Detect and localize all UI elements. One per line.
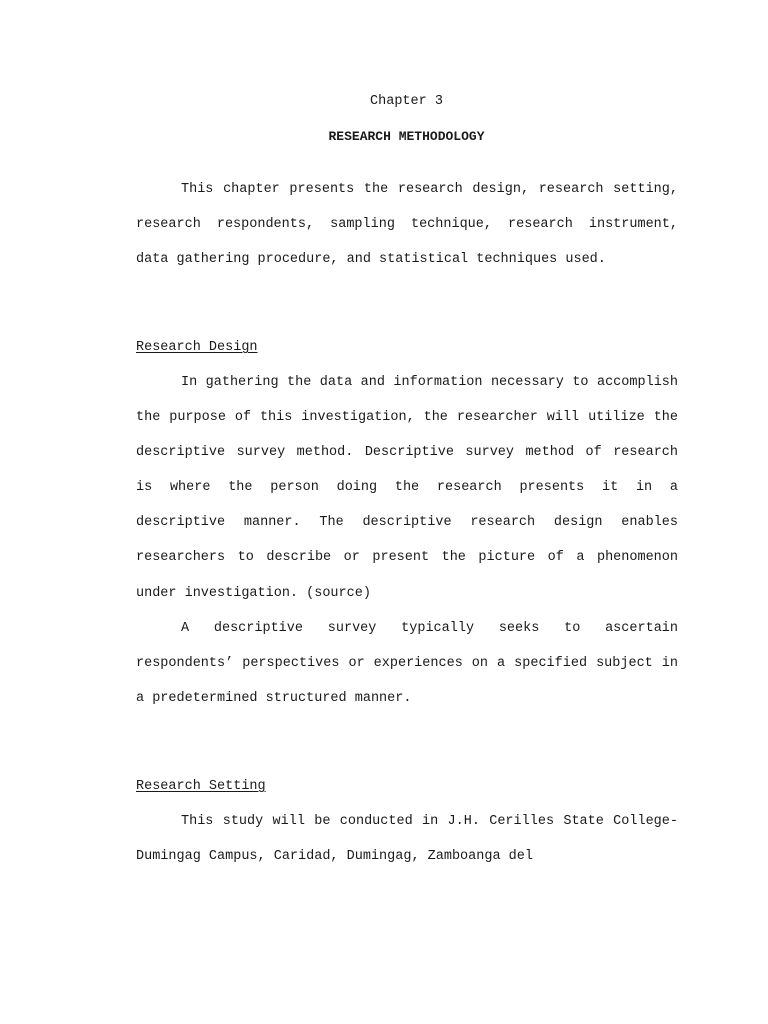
- research-setting-heading: Research Setting: [136, 779, 266, 794]
- research-design-section-header: [136, 338, 678, 358]
- research-setting-section: [136, 804, 678, 874]
- chapter-title: RESEARCH METHODOLOGY: [328, 129, 485, 144]
- research-design-paragraph-2: A descriptive survey typically seeks to ascertain respondents’ perspectives or experiences on a specified subject in a predetermined structured manner.: [136, 620, 678, 706]
- research-setting-section-header: [136, 777, 678, 797]
- intro-section: [136, 172, 678, 277]
- research-setting-paragraph-1: This study will be conducted in J.H. Cerilles State College-Dumingag Campus, Caridad, Dumingag, Zamboanga del: [136, 814, 678, 865]
- chapter-label: Chapter 3: [370, 94, 443, 109]
- research-design-heading: Research Design: [136, 340, 258, 355]
- research-design-paragraph-1: In gathering the data and information necessary to accomplish the purpose of this investigation, the researcher will utilize the descriptive survey method. Descriptive survey method of research is where the person doing the research presents it in a descriptive manner. The descriptive research design enables researchers to describe or present the picture of a phenomenon under investigation. (source): [136, 375, 678, 601]
- intro-paragraph: This chapter presents the research design, research setting, research respondents, sampling technique, research instrument, data gathering procedure, and statistical techniques used.: [136, 182, 678, 268]
- research-design-section: [136, 365, 678, 716]
